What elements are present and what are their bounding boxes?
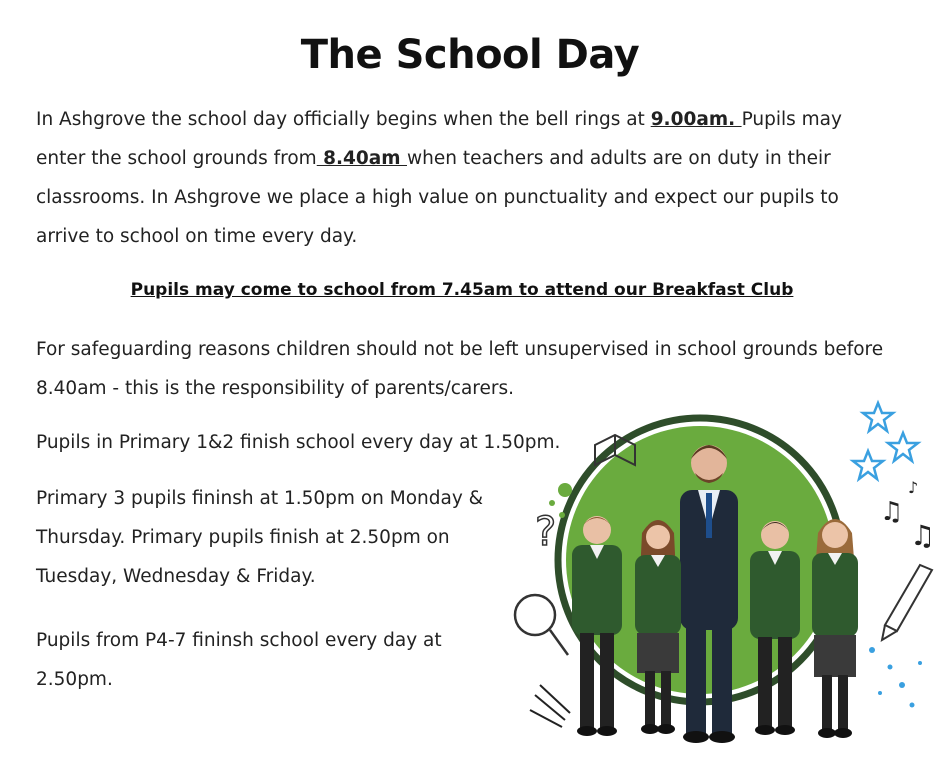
pupil-figure <box>812 519 858 738</box>
pupil-figure <box>572 516 622 736</box>
star-icon <box>853 403 918 479</box>
staff-and-pupils-photo <box>500 395 940 780</box>
blue-dots <box>869 647 922 708</box>
p4-7-finish-paragraph: Pupils from P4-7 fininsh school every day at 2.50pm. <box>36 630 442 690</box>
burst-lines-icon <box>530 685 570 727</box>
p3-finish-paragraph: Primary 3 pupils fininsh at 1.50pm on Monday & Thursday. Primary pupils finish at 2.50pm on Tuesday, Wednesday & Friday. <box>36 488 484 587</box>
green-dot <box>549 500 555 506</box>
intro-text-1: In Ashgrove the school day officially begins when the bell rings at <box>36 109 651 130</box>
magnifying-glass-icon <box>515 595 568 655</box>
photo-illustration <box>500 395 940 780</box>
safeguarding-paragraph: For safeguarding reasons children should not be left unsupervised in school grounds before 8.40am - this is the responsibility of parents/carers. <box>36 339 884 399</box>
bell-time: 9.00am. <box>650 109 742 130</box>
intro-text-2: Pupils may enter the school grounds from <box>36 109 842 169</box>
intro-paragraph <box>36 100 896 256</box>
music-note-icon: ♫ <box>910 519 936 552</box>
pencil-icon <box>882 565 932 640</box>
question-mark-icon: ? <box>535 509 557 555</box>
music-note-icon: ♫ <box>880 497 904 527</box>
page-title: The School Day <box>300 32 640 78</box>
grounds-open-time: 8.40am <box>316 148 407 169</box>
intro-text-3: when teachers and adults are on duty in their classrooms. In Ashgrove we place a high value on punctuality and expect our pupils to arrive to school on time every day. <box>36 148 839 247</box>
p1-2-finish-paragraph: Pupils in Primary 1&2 finish school every day at 1.50pm. <box>36 432 561 453</box>
music-note-icon: ♪ <box>908 478 919 497</box>
breakfast-club-notice: Pupils may come to school from 7.45am to attend our Breakfast Club <box>130 280 794 300</box>
green-dot <box>558 483 572 497</box>
green-dot <box>559 512 565 518</box>
pupil-figure <box>750 521 800 735</box>
